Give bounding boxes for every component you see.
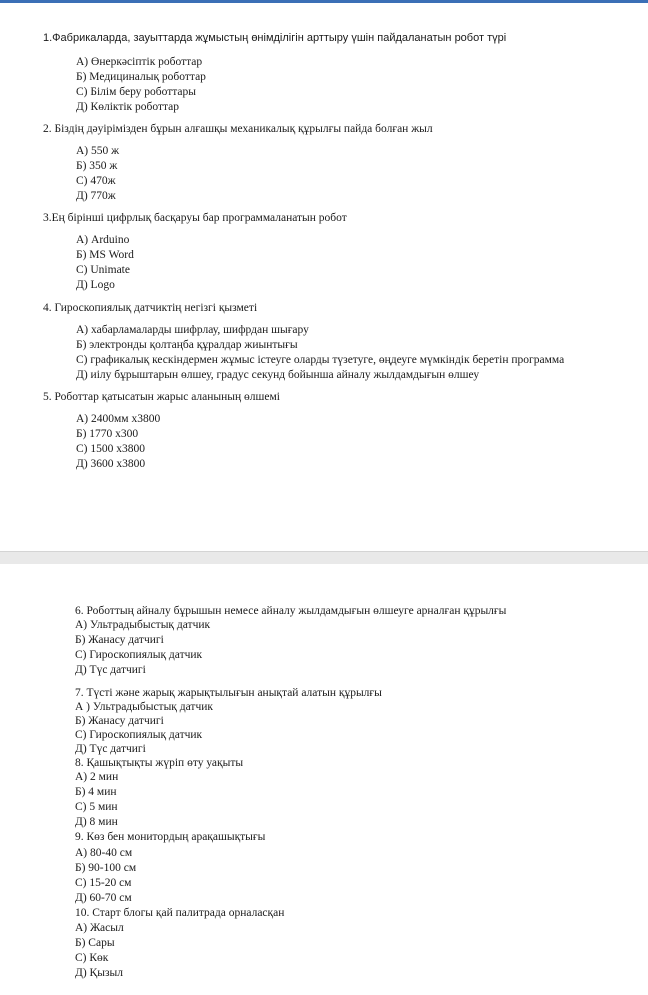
q1-option-b: Б) Медициналық роботтар [76, 71, 206, 83]
q6-option-b: Б) Жанасу датчигі [75, 634, 164, 646]
q10-option-d: Д) Қызыл [75, 967, 123, 979]
q2-option-b: Б) 350 ж [76, 160, 118, 172]
q9-option-d: Д) 60-70 см [75, 892, 132, 904]
q7-option-a: А ) Ультрадыбыстық датчик [75, 701, 213, 713]
q3-option-d: Д) Logo [76, 279, 115, 291]
q4-option-d: Д) иілу бұрыштарын өлшеу, градус секунд бойынша айналу жылдамдығын өлшеу [76, 369, 480, 381]
q2-option-c: С) 470ж [76, 175, 116, 187]
q2-option-d: Д) 770ж [76, 190, 116, 202]
q4-option-c: С) графикалық кескіндермен жұмыс істеуге оларды түзетуге, өңдеуге мүмкіндік беретін программа [76, 354, 565, 366]
q5-option-a: А) 2400мм х3800 [76, 413, 161, 425]
question-5: 5. Роботтар қатысатын жарыс аланының өлшемі [43, 391, 280, 403]
page-separator [0, 551, 648, 565]
q4-option-a: А) хабарламаларды шифрлау, шифрдан шығару [76, 324, 309, 336]
q7-option-d: Д) Түс датчигі [75, 743, 146, 755]
q5-option-b: Б) 1770 х300 [76, 428, 139, 440]
q9-option-a: А) 80-40 см [75, 847, 133, 859]
q2-option-a: А) 550 ж [76, 145, 120, 157]
q7-option-c: С) Гироскопиялық датчик [75, 729, 203, 741]
q1-option-a: А) Өнеркәсіптік роботтар [76, 56, 203, 68]
q10-option-a: А) Жасыл [75, 922, 124, 934]
q9-option-b: Б) 90-100 см [75, 862, 137, 874]
q8-option-c: С) 5 мин [75, 801, 118, 813]
q8-option-b: Б) 4 мин [75, 786, 117, 798]
q7-option-b: Б) Жанасу датчигі [75, 715, 164, 727]
question-7: 7. Түсті және жарық жарықтылығын анықтай алатын құрылғы [75, 687, 382, 699]
q10-option-c: С) Көк [75, 952, 109, 964]
question-3: 3.Ең бірінші цифрлық басқаруы бар программаланатын робот [43, 212, 347, 224]
q1-option-c: С) Білім беру роботтары [76, 86, 197, 98]
question-1: 1.Фабрикаларда, зауыттарда жұмыстың өнімділігін арттыру үшін пайдаланатын робот түрі [43, 32, 507, 44]
q8-option-d: Д) 8 мин [75, 816, 118, 828]
question-9: 9. Көз бен монитордың арақашықтығы [75, 831, 266, 843]
q5-option-c: С) 1500 х3800 [76, 443, 145, 455]
document-page-1 [0, 3, 648, 551]
question-2: 2. Біздің дәуірімізден бұрын алғашқы механикалық құрылғы пайда болған жыл [43, 123, 433, 135]
q3-option-c: С) Unimate [76, 264, 130, 276]
q3-option-a: А) Arduino [76, 234, 130, 246]
q6-option-d: Д) Түс датчигі [75, 664, 146, 676]
q9-option-c: С) 15-20 см [75, 877, 132, 889]
q6-option-c: С) Гироскопиялық датчик [75, 649, 203, 661]
q6-option-a: А) Ультрадыбыстық датчик [75, 619, 211, 631]
q3-option-b: Б) MS Word [76, 249, 134, 261]
question-6: 6. Роботтың айналу бұрышын немесе айналу жылдамдығын өлшеуге арналған құрылғы [75, 605, 507, 617]
question-8: 8. Қашықтықты жүріп өту уақыты [75, 757, 244, 769]
q4-option-b: Б) электронды қолтаңба құралдар жиынтығы [76, 339, 298, 351]
q8-option-a: А) 2 мин [75, 771, 119, 783]
q10-option-b: Б) Сары [75, 937, 115, 949]
q1-option-d: Д) Көліктік роботтар [76, 101, 180, 113]
document-page-2 [0, 564, 648, 995]
q5-option-d: Д) 3600 х3800 [76, 458, 146, 470]
question-4: 4. Гироскопиялық датчиктің негізгі қызметі [43, 302, 258, 314]
question-10: 10. Старт блогы қай палитрада орналасқан [75, 907, 285, 919]
